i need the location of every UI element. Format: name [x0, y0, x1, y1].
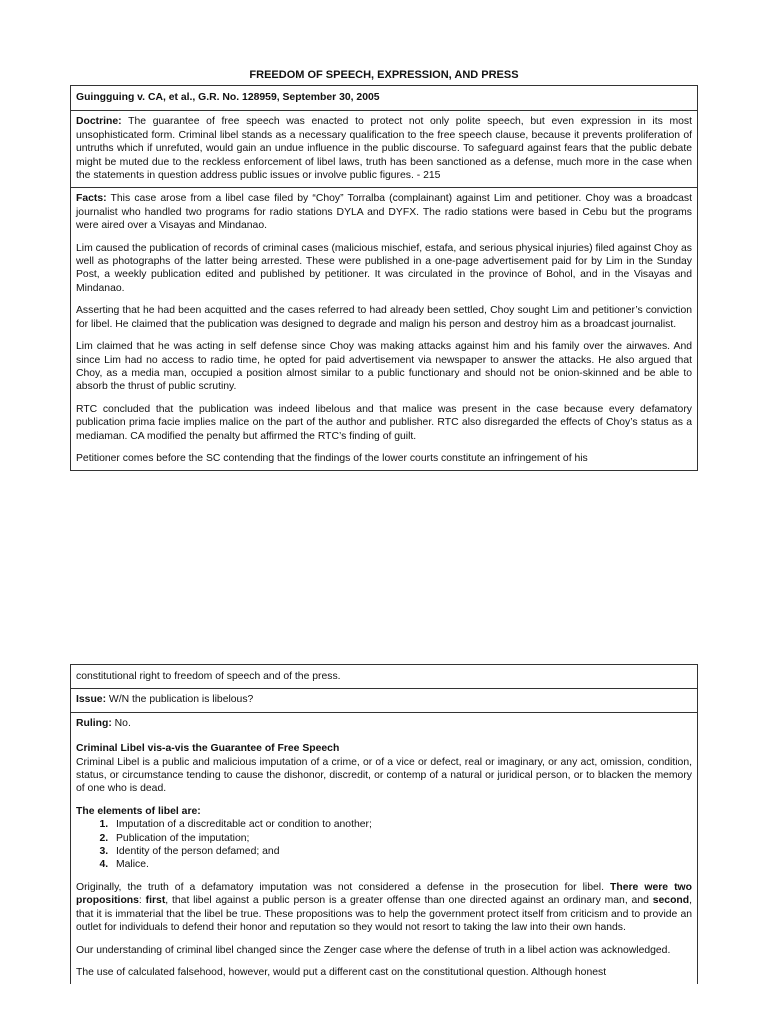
- case-title-cell: [71, 86, 697, 111]
- facts-paragraph-6: Petitioner comes before the SC contending that the findings of the lower courts constitute an infringement of his: [76, 452, 588, 464]
- libel-definition: Criminal Libel is a public and malicious imputation of a crime, or of a vice or defect, real or imaginary, or any act, omission, condition, status, or circumstance tending to cause the dishonor, discredit, or contemp of a natural or juridical person, or to blacken the memory of one who is dead.: [76, 756, 692, 795]
- facts-paragraph-3: Asserting that he had been acquitted and the cases referred to had already been settled, Choy sought Lim and petitioner’s conviction for libel. He claimed that the publication was designed to degrade and malign his person and destroy him as a broadcast journalist.: [76, 305, 692, 330]
- issue-cell: [71, 689, 697, 712]
- page-title: FREEDOM OF SPEECH, EXPRESSION, AND PRESS: [249, 69, 519, 81]
- list-item: 4. Malice.: [111, 858, 692, 871]
- facts-paragraph-2: Lim caused the publication of records of criminal cases (malicious mischief, estafa, and serious physical injuries) filed against Choy as well as photographs of the latter being arrested. These were published in a one-page advertisement paid for by Lim in the Sunday Post, a weekly publication edited and published by petitioner. It was circulated in the province of Bohol, and in the Visayas and Mindanao.: [76, 242, 692, 294]
- list-item: 1. Imputation of a discreditable act or condition to another;: [111, 818, 692, 831]
- doctrine-label: Doctrine:: [76, 116, 122, 128]
- case-digest-table-part-1: [70, 85, 698, 471]
- originally-paragraph: Originally, the truth of a defamatory imputation was not considered a defense in the prosecution for libel. There were two propositions: first, that libel against a public person is a greater offense than one directed against an ordinary man, and second, that it is immaterial that the libel be true. These propositions was to help the government protect itself from criticism and to provide an outlet for individuals to defend their honor and reputation so they would not resort to taking the law into their own hands.: [76, 881, 693, 934]
- elements-list: [76, 818, 692, 872]
- elements-heading: The elements of libel are:: [76, 805, 201, 817]
- ruling-label: Ruling:: [76, 717, 112, 729]
- facts-paragraph-6-continued: constitutional right to freedom of speech and of the press.: [76, 671, 341, 682]
- facts-paragraph-1: Facts: This case arose from a libel case filed by “Choy” Torralba (complainant) against Lim and petitioner. Choy was a broadcast journalist who handled two programs for radio stations DYLA and DYFX. The radio stations were based in Cebu but the programs were aired over a Visayas and Mindanao.: [76, 193, 692, 232]
- list-item: 2. Publication of the imputation;: [111, 832, 692, 845]
- facts-paragraph-4: Lim claimed that he was acting in self defense since Choy was making attacks against him and his family over the airwaves. And since Lim had no access to radio time, he opted for paid advertisement via newspaper to answer the attacks. He also argued that Choy, as a media man, occupied a position almost similar to a public functionary and should not be onion-skinned and be able to absorb the thrust of public scrutiny.: [76, 341, 692, 393]
- facts-paragraph-5: RTC concluded that the publication was indeed libelous and that malice was present in the case because every defamatory publication prima facie implies malice on the part of the author and publisher. RTC also disregarded the effects of Choy’s status as a mediaman. CA modified the penalty but affirmed the RTC’s finding of guilt.: [76, 403, 692, 442]
- ruling-answer: Ruling: No.: [76, 717, 131, 729]
- section-heading: Criminal Libel vis-a-vis the Guarantee of Free Speech: [76, 743, 340, 755]
- ruling-cell: [71, 713, 697, 985]
- falsehood-paragraph: The use of calculated falsehood, however, would put a different cast on the constitutional question. Although honest: [76, 966, 607, 978]
- issue-text: W/N the publication is libelous?: [106, 694, 254, 706]
- list-item: 3. Identity of the person defamed; and: [111, 845, 692, 858]
- facts-continuation-cell: [71, 665, 697, 689]
- zenger-paragraph: Our understanding of criminal libel changed since the Zenger case where the defense of truth in a libel action was acknowledged.: [76, 944, 671, 956]
- case-title: Guingguing v. CA, et al., G.R. No. 128959, September 30, 2005: [76, 92, 380, 103]
- criminal-libel-section: [76, 742, 692, 796]
- case-digest-table-part-2: [70, 664, 698, 984]
- doctrine-cell: [71, 111, 697, 188]
- doctrine-text: The guarantee of free speech was enacted to protect not only polite speech, but even expression in its most unsophisticated form. Criminal libel stands as a necessary qualification to the free speech clause, because it prevents proliferation of untruths which if unrefuted, would gain an undue influence in the public discourse. To safeguard against fears that the public debate might be muted due to the reckless enforcement of libel laws, truth has been sanctioned as a defense, much more in the case when the statements in question address public issues or involve public figures. - 215: [76, 116, 692, 182]
- facts-label: Facts:: [76, 193, 107, 205]
- elements-section: [76, 805, 692, 872]
- facts-cell: [71, 188, 697, 471]
- issue-label: Issue:: [76, 694, 107, 706]
